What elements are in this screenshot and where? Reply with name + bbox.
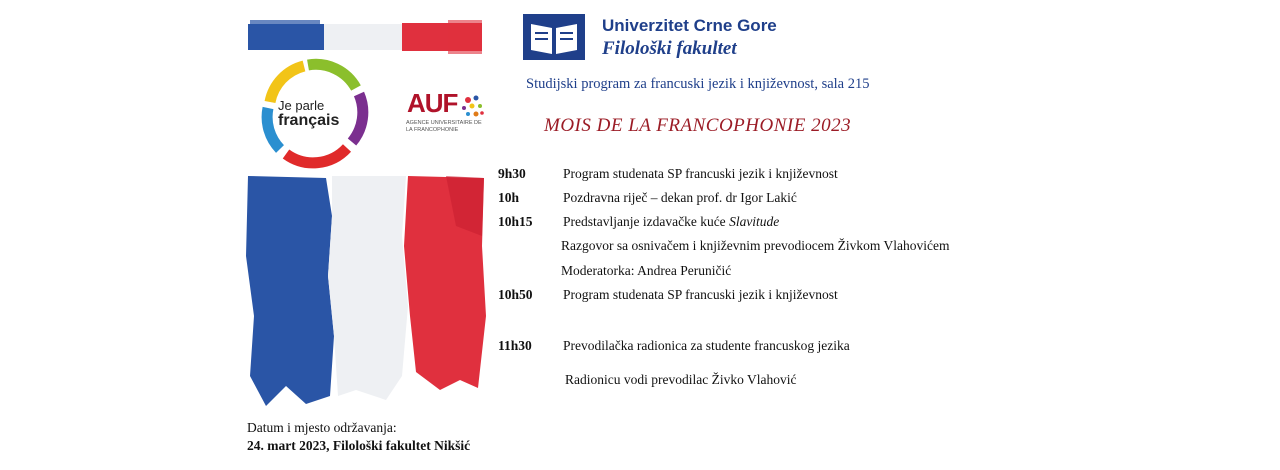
schedule-time: 9h30 <box>498 166 526 181</box>
french-flag-strip-image <box>248 20 484 54</box>
french-flag-painted-image <box>246 176 486 408</box>
schedule-time: 11h30 <box>498 338 532 353</box>
schedule-item: Pozdravna riječ – dekan prof. dr Igor Lakić <box>563 190 797 205</box>
auf-full-name: AGENCE UNIVERSITAIRE DE LA FRANCOPHONIE <box>406 120 482 133</box>
program-location: Studijski program za francuski jezik i književnost, sala 215 <box>526 76 870 92</box>
date-location-label: Datum i mjesto održavanja: <box>247 420 397 435</box>
publisher-name: Slavitude <box>729 214 780 229</box>
schedule-item: Prevodilačka radionica za studente francuskog jezika <box>563 338 850 353</box>
university-book-logo <box>523 14 585 60</box>
schedule-item: Radionicu vodi prevodilac Živko Vlahović <box>565 372 797 387</box>
schedule-time: 10h50 <box>498 287 533 302</box>
auf-acronym: AUF <box>407 88 458 118</box>
jpf-text-line1: Je parle <box>278 98 325 113</box>
schedule-item: Moderatorka: Andrea Peruničić <box>561 263 732 278</box>
schedule-item: Program studenata SP francuski jezik i književnost <box>563 166 838 181</box>
schedule-item: Razgovor sa osnivačem i književnim prevodiocem Živkom Vlahovićem <box>561 238 950 253</box>
schedule-item-text: Predstavljanje izdavačke kuće <box>563 214 730 229</box>
schedule-item <box>563 214 779 230</box>
je-parle-francais-logo <box>256 58 374 170</box>
jpf-text-line2: français <box>278 112 340 129</box>
schedule-item: Program studenata SP francuski jezik i književnost <box>563 287 838 302</box>
schedule-time: 10h15 <box>498 214 533 229</box>
university-name: Univerzitet Crne Gore <box>602 16 777 35</box>
schedule-time: 10h <box>498 190 520 205</box>
date-location-value: 24. mart 2023, Filološki fakultet Nikšić <box>247 438 471 453</box>
event-title: MOIS DE LA FRANCOPHONIE 2023 <box>544 115 852 136</box>
faculty-name: Filološki fakultet <box>602 38 737 59</box>
